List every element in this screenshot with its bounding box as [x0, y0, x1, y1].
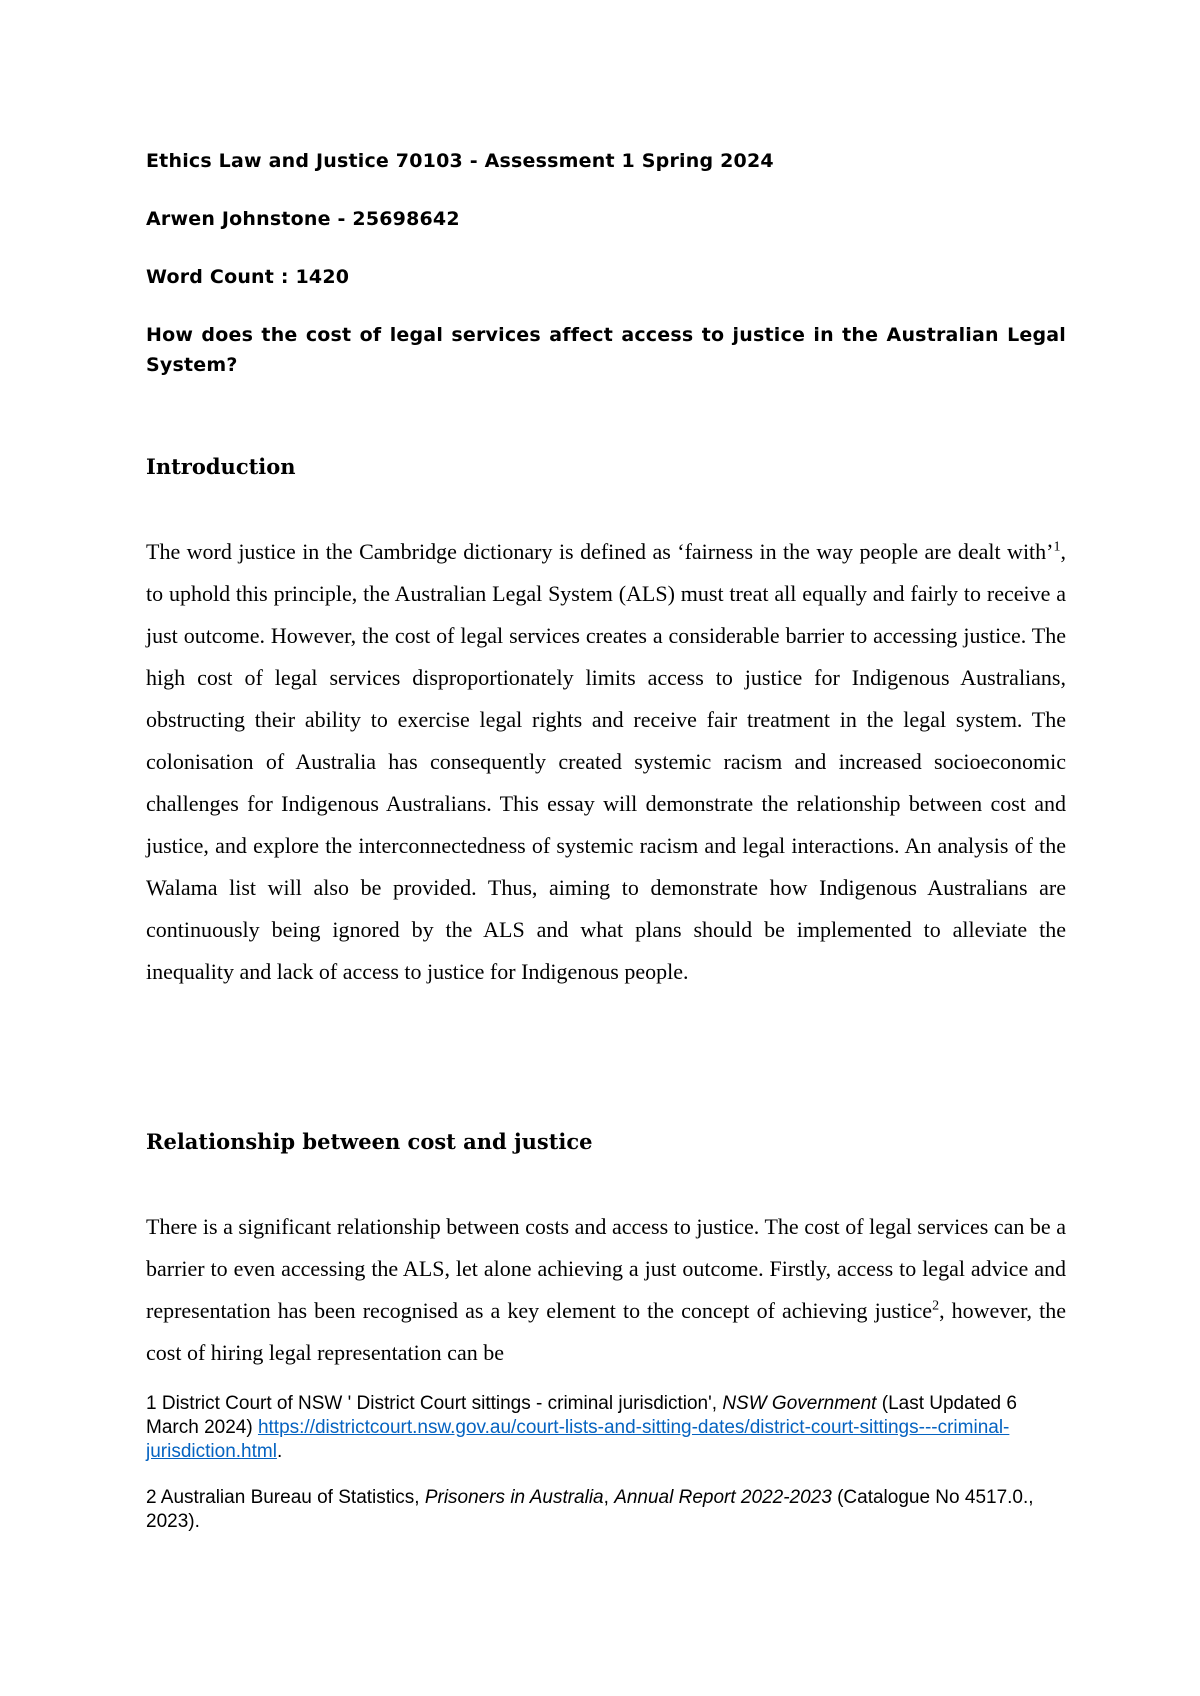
- footnote-ref-2[interactable]: 2: [932, 1298, 940, 1314]
- relationship-text-part1: There is a significant relationship between costs and access to justice. The cost of legal services can be a barrier to even accessing the ALS, let alone achieving a just outcome. Firstly, access to legal advice and representation has been recognised as a key element to the concept of achieving justice: [146, 1214, 1066, 1323]
- footnote-2-prefix: 2 Australian Bureau of Statistics,: [146, 1487, 425, 1508]
- footnote-2-suffix: (Catalogue No 4517.0., 2023).: [146, 1487, 1034, 1532]
- word-count: Word Count : 1420: [146, 266, 350, 288]
- author-line: Arwen Johnstone - 25698642: [146, 208, 460, 230]
- introduction-paragraph: [146, 531, 1066, 993]
- introduction-heading: Introduction: [146, 454, 296, 479]
- footnote-1: [146, 1392, 1066, 1464]
- footnote-2-report: Annual Report 2022-2023: [614, 1487, 832, 1508]
- footnote-1-link[interactable]: https://districtcourt.nsw.gov.au/court-lists-and-sitting-dates/district-court-sittings---criminal-jurisdiction.html: [146, 1417, 1010, 1462]
- footnote-1-prefix: 1 District Court of NSW ' District Court sittings - criminal jurisdiction',: [146, 1393, 723, 1414]
- relationship-heading: Relationship between cost and justice: [146, 1129, 593, 1154]
- footnote-1-middle: (Last Updated 6 March 2024): [146, 1393, 1017, 1438]
- relationship-paragraph: [146, 1206, 1066, 1374]
- essay-question: How does the cost of legal services affect access to justice in the Australian Legal System?: [146, 324, 1066, 376]
- footnote-ref-1[interactable]: 1: [1053, 539, 1061, 555]
- course-title: Ethics Law and Justice 70103 - Assessment 1 Spring 2024: [146, 150, 774, 172]
- introduction-text-part1: The word justice in the Cambridge dictionary is defined as ‘fairness in the way people are dealt with’: [146, 539, 1054, 564]
- relationship-text-part2: , however, the cost of hiring legal representation can be: [146, 1298, 1066, 1365]
- footnote-2-title: Prisoners in Australia: [424, 1487, 604, 1508]
- footnote-2-separator: ,: [603, 1487, 615, 1508]
- introduction-text-part2: , to uphold this principle, the Australian Legal System (ALS) must treat all equally and fairly to receive a just outcome. However, the cost of legal services creates a considerable barrier to accessing justice. The high cost of legal services disproportionately limits access to justice for Indigenous Australians, obstructing their ability to exercise legal rights and receive fair treatment in the legal system. The colonisation of Australia has consequently created systemic racism and increased socioeconomic challenges for Indigenous Australians. This essay will demonstrate the relationship between cost and justice, and explore the interconnectedness of systemic racism and legal interactions. An analysis of the Walama list will also be provided. Thus, aiming to demonstrate how Indigenous Australians are continuously being ignored by the ALS and what plans should be implemented to alleviate the inequality and lack of access to justice for Indigenous people.: [146, 539, 1066, 984]
- footnote-2: [146, 1486, 1066, 1534]
- footnote-1-source: NSW Government: [722, 1393, 877, 1414]
- footnote-1-suffix: .: [276, 1441, 283, 1462]
